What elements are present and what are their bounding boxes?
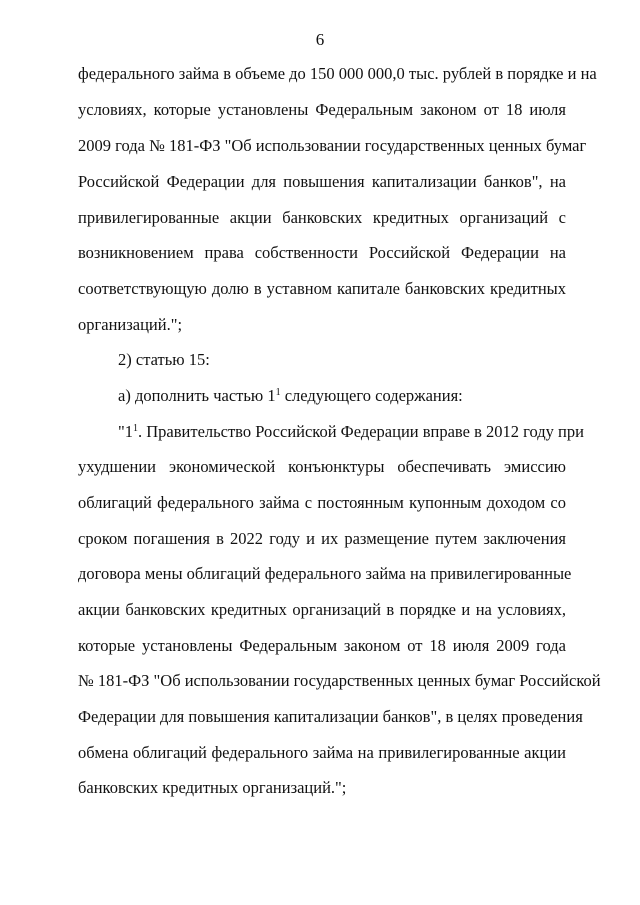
text-line: акции банковских кредитных организаций в порядке и на условиях, bbox=[78, 600, 566, 619]
text-line: 2009 года № 181-ФЗ "Об использовании государственных ценных бумаг bbox=[78, 136, 587, 155]
text-line: организаций."; bbox=[78, 315, 183, 334]
text-line: условиях, которые установлены Федеральным законом от 18 июля bbox=[78, 100, 566, 119]
text-line: договора мены облигаций федерального займа на привилегированные bbox=[78, 564, 572, 583]
text-line: Федерации для повышения капитализации банков", в целях проведения bbox=[78, 707, 583, 726]
text-fragment: а) дополнить частью 1 bbox=[118, 386, 276, 405]
text-line bbox=[118, 386, 566, 406]
text-fragment: "1 bbox=[118, 422, 133, 441]
text-line: банковских кредитных организаций."; bbox=[78, 778, 347, 797]
text-fragment: следующего содержания: bbox=[280, 386, 463, 405]
superscript: 1 bbox=[133, 423, 138, 434]
text-line: которые установлены Федеральным законом от 18 июля 2009 года bbox=[78, 636, 566, 655]
text-line: возникновением права собственности Российской Федерации на bbox=[78, 243, 566, 262]
text-line: федерального займа в объеме до 150 000 000,0 тыс. рублей в порядке и на bbox=[78, 64, 597, 83]
text-fragment: . Правительство Российской Федерации вправе в 2012 году при bbox=[138, 422, 584, 441]
text-line: ухудшении экономической конъюнктуры обеспечивать эмиссию bbox=[78, 457, 566, 476]
text-line: привилегированные акции банковских кредитных организаций с bbox=[78, 208, 566, 227]
text-line bbox=[118, 422, 584, 442]
superscript: 1 bbox=[275, 387, 281, 398]
text-line: соответствующую долю в уставном капитале банковских кредитных bbox=[78, 279, 566, 298]
page-number: 6 bbox=[315, 30, 325, 49]
text-line: Российской Федерации для повышения капитализации банков", на bbox=[78, 172, 566, 191]
text-line: сроком погашения в 2022 году и их размещение путем заключения bbox=[78, 529, 566, 548]
text-line: облигаций федерального займа с постоянным купонным доходом со bbox=[78, 493, 566, 512]
text-line: обмена облигаций федерального займа на привилегированные акции bbox=[78, 743, 566, 762]
text-line: 2) статью 15: bbox=[118, 350, 210, 369]
text-line: № 181-ФЗ "Об использовании государственных ценных бумаг Российской bbox=[78, 671, 601, 690]
